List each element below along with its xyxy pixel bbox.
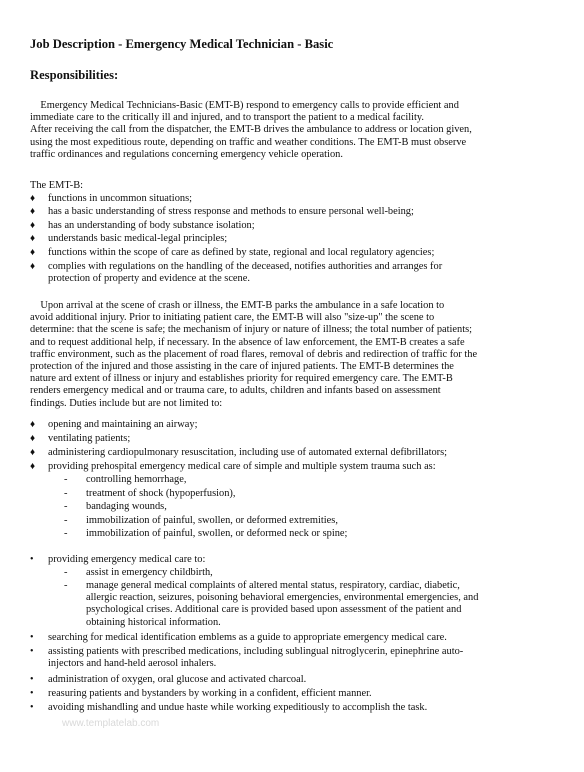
intro-line: immediate care to the critically ill and injured, and to transport the patient to a medical facility. bbox=[30, 112, 425, 124]
list-item-text-block bbox=[48, 646, 548, 670]
diamond-bullet-icon: ♦ bbox=[30, 419, 36, 430]
sublist-item-text: assist in emergency childbirth, bbox=[86, 567, 213, 578]
arrival-line: Upon arrival at the scene of crash or illness, the EMT-B parks the ambulance in a safe location to bbox=[30, 300, 445, 311]
sublist-item-text: bandaging wounds, bbox=[86, 501, 167, 512]
arrival-line: traffic environment, such as the placement of road flares, removal of debris and redirection of traffic for the bbox=[30, 348, 478, 360]
list-item-text: assisting patients with prescribed medications, including sublingual nitroglycerin, epinephrine auto- bbox=[48, 646, 464, 657]
diamond-bullet-icon: ♦ bbox=[30, 233, 36, 244]
list-item-text: understands basic medical-legal principles; bbox=[48, 233, 228, 244]
intro-line: using the most expeditious route, depending on traffic and weather conditions. The EMT-B must observe bbox=[30, 136, 467, 148]
sublist-item-text: obtaining historical information. bbox=[86, 616, 221, 628]
sublist-item-text-block bbox=[86, 580, 526, 629]
arrival-line: avoid additional injury. Prior to initiating patient care, the EMT-B will also "size-up" the scene to bbox=[30, 312, 435, 324]
intro-line: traffic ordinances and regulations concerning emergency vehicle operation. bbox=[30, 148, 343, 160]
sublist-item-text: manage general medical complaints of altered mental status, respiratory, cardiac, diabetic, bbox=[86, 580, 460, 591]
list-item-text: avoiding mishandling and undue haste while working expeditiously to accomplish the task. bbox=[48, 702, 428, 713]
diamond-bullet-icon: ♦ bbox=[30, 247, 36, 258]
bullet-icon: • bbox=[30, 646, 34, 657]
arrival-paragraph bbox=[30, 300, 550, 410]
sublist-item-text: immobilization of painful, swollen, or deformed extremities, bbox=[86, 515, 338, 526]
bullet-icon: • bbox=[30, 688, 34, 699]
sublist-item-text: psychological crises. Additional care is provided based upon assessment of the patient and bbox=[86, 604, 462, 616]
list-item-text: injectors and hand-held aerosol inhalers. bbox=[48, 658, 217, 670]
bullet-icon: • bbox=[30, 702, 34, 713]
arrival-line: nature ard extent of illness or injury and establishes priority for required emergency care. The EMT-B bbox=[30, 373, 453, 385]
list-item-text: has an understanding of body substance isolation; bbox=[48, 220, 255, 231]
responsibilities-heading: Responsibilities: bbox=[30, 68, 119, 82]
intro-paragraph bbox=[30, 100, 530, 161]
list-item-text: providing emergency medical care to: bbox=[48, 554, 206, 565]
intro-line: Emergency Medical Technicians-Basic (EMT-B) respond to emergency calls to provide efficient and bbox=[30, 100, 459, 111]
sublist-item-text: controlling hemorrhage, bbox=[86, 474, 187, 485]
dash-bullet-icon: - bbox=[64, 501, 68, 512]
arrival-line: and to request additional help, if necessary. In the absence of law enforcement, the EMT-B creates a safe bbox=[30, 336, 465, 348]
diamond-bullet-icon: ♦ bbox=[30, 447, 36, 458]
diamond-bullet-icon: ♦ bbox=[30, 461, 36, 472]
arrival-line: protection of the injured and those assisting in the care of injured patients. The EMT-B determines the bbox=[30, 361, 454, 373]
sublist-item-text: immobilization of painful, swollen, or deformed neck or spine; bbox=[86, 528, 348, 539]
list-item-text: administering cardiopulmonary resuscitation, including use of automated external defibrillators; bbox=[48, 447, 448, 458]
bullet-icon: • bbox=[30, 554, 34, 565]
arrival-line: findings. Duties include but are not limited to: bbox=[30, 397, 223, 409]
dash-bullet-icon: - bbox=[64, 515, 68, 526]
list-item-text: reasuring patients and bystanders by working in a confident, efficient manner. bbox=[48, 688, 372, 699]
list-item-text: functions within the scope of care as defined by state, regional and local regulatory agencies; bbox=[48, 247, 435, 258]
emtb-label: The EMT-B: bbox=[30, 180, 84, 191]
dash-bullet-icon: - bbox=[64, 580, 68, 591]
sublist-item-text: treatment of shock (hypoperfusion), bbox=[86, 488, 236, 499]
list-item-text: has a basic understanding of stress response and methods to ensure personal well-being; bbox=[48, 206, 414, 217]
dash-bullet-icon: - bbox=[64, 488, 68, 499]
list-item-text: ventilating patients; bbox=[48, 433, 131, 444]
dash-bullet-icon: - bbox=[64, 567, 68, 578]
bullet-icon: • bbox=[30, 674, 34, 685]
diamond-bullet-icon: ♦ bbox=[30, 220, 36, 231]
list-item-text-block bbox=[48, 261, 548, 285]
bullet-icon: • bbox=[30, 632, 34, 643]
watermark: www.templatelab.com bbox=[62, 718, 160, 729]
list-item-text: administration of oxygen, oral glucose and activated charcoal. bbox=[48, 674, 307, 685]
diamond-bullet-icon: ♦ bbox=[30, 193, 36, 204]
sublist-item-text: allergic reaction, seizures, poisoning behavioral emergencies, environmental emergencies, and bbox=[86, 592, 479, 604]
list-item-text: opening and maintaining an airway; bbox=[48, 419, 198, 430]
diamond-bullet-icon: ♦ bbox=[30, 433, 36, 444]
list-item-text: functions in uncommon situations; bbox=[48, 193, 193, 204]
diamond-bullet-icon: ♦ bbox=[30, 206, 36, 217]
list-item-text: providing prehospital emergency medical care of simple and multiple system trauma such as: bbox=[48, 461, 436, 472]
list-item-text: searching for medical identification emblems as a guide to appropriate emergency medical care. bbox=[48, 632, 447, 643]
dash-bullet-icon: - bbox=[64, 474, 68, 485]
dash-bullet-icon: - bbox=[64, 528, 68, 539]
diamond-bullet-icon: ♦ bbox=[30, 261, 36, 272]
arrival-line: renders emergency medical and or trauma care, to adults, children and infants based on assessment bbox=[30, 385, 441, 397]
document-title: Job Description - Emergency Medical Technician - Basic bbox=[30, 37, 334, 51]
arrival-line: determine: that the scene is safe; the mechanism of injury or nature of illness; the total number of patients; bbox=[30, 324, 473, 336]
intro-line: After receiving the call from the dispatcher, the EMT-B drives the ambulance to address or location given, bbox=[30, 124, 472, 136]
list-item-text: protection of property and evidence at the scene. bbox=[48, 273, 250, 285]
list-item-text: complies with regulations on the handling of the deceased, notifies authorities and arranges for bbox=[48, 261, 443, 272]
